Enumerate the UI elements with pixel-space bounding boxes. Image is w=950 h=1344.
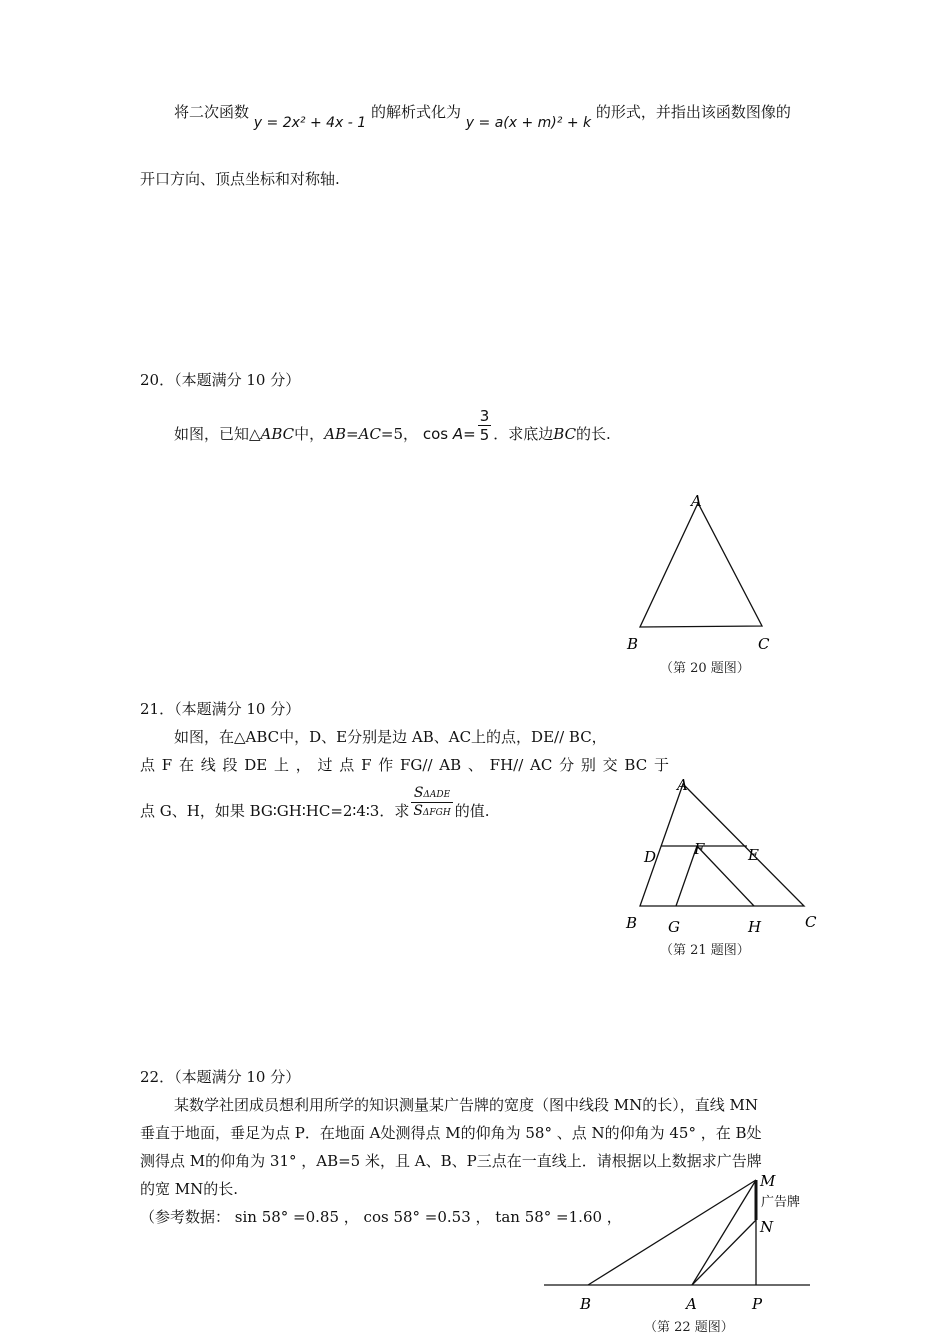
q22-reference: （参考数据： sin 58° =0.85 ， cos 58° =0.53 ， tan 58° =1.60 ，	[140, 1208, 622, 1226]
q19-text-1: 将二次函数	[174, 103, 250, 121]
q21-frac-num	[411, 785, 452, 803]
q21-label-g: G	[668, 918, 680, 936]
q20-bc: BC	[553, 424, 577, 443]
q19-formula-2: y = a(x + m)² + k	[465, 115, 592, 131]
q21-label-b: B	[626, 914, 638, 932]
q20-frac-den: 5	[479, 426, 490, 444]
q21-label-f: F	[694, 840, 705, 858]
q22-label-p: P	[752, 1295, 763, 1313]
q19-text-3: 的形式，并指出该函数图像的	[595, 103, 791, 121]
q21-fraction	[411, 785, 452, 820]
q20-text-a: 如图，已知△	[174, 424, 261, 443]
q22-line-am	[692, 1180, 756, 1285]
q21-line1: 如图，在△ABC中，D、E分别是边 AB、AC上的点，DE// BC，	[174, 728, 607, 746]
q22-label-a: A	[686, 1295, 697, 1313]
q22-label-b: B	[580, 1295, 592, 1313]
q21-label-a: A	[677, 776, 688, 794]
q21-line3	[140, 785, 490, 820]
q19-formula-1: y = 2x² + 4x - 1	[253, 115, 367, 131]
q20-text-b: 中，	[294, 424, 325, 443]
q20-abc: ABC	[260, 424, 295, 443]
q21-frac-den-sub: ΔFGH	[422, 807, 451, 818]
q21-frac-den	[411, 803, 452, 820]
q22-line4: 的宽 MN的长.	[140, 1180, 239, 1198]
q22-figure	[540, 1170, 820, 1320]
q20-problem-text	[174, 407, 611, 444]
q21-frac-den-s: S	[413, 802, 423, 819]
q20-figure	[600, 485, 800, 660]
q20-cos: cos	[422, 424, 449, 443]
q21-header: 21．（本题满分 10 分）	[140, 700, 301, 718]
q22-header: 22．（本题满分 10 分）	[140, 1068, 301, 1086]
q20-text-d: ．求底边	[493, 424, 554, 443]
q22-caption: （第 22 题图）	[644, 1320, 734, 1335]
q20-triangle	[640, 503, 762, 627]
q21-label-h: H	[748, 918, 762, 936]
q22-line-bm	[588, 1180, 756, 1285]
q22-label-m: M	[760, 1172, 776, 1190]
q22-line1: 某数学社团成员想利用所学的知识测量某广告牌的宽度（图中线段 MN的长），直线 MN	[174, 1096, 759, 1114]
q19-text-2: 的解析式化为	[370, 103, 461, 121]
q20-equals: =	[463, 424, 476, 443]
q21-line-fh	[697, 846, 754, 906]
q20-text-c: =5，	[380, 424, 419, 443]
q20-frac-num: 3	[479, 407, 490, 425]
q21-text-b: 的值.	[454, 802, 490, 821]
q21-caption: （第 21 题图）	[660, 943, 750, 958]
q20-cos-var: A	[452, 424, 464, 443]
q19-line1	[174, 103, 791, 131]
q21-frac-num-sub: ΔADE	[423, 790, 451, 800]
q22-label-n: N	[760, 1218, 774, 1236]
q22-line3: 测得点 M的仰角为 31° ，AB=5 米，且 A、B、P三点在一直线上．请根据以上数据求广告牌	[140, 1152, 762, 1170]
q20-label-b: B	[627, 635, 639, 653]
q22-line-an	[692, 1220, 756, 1285]
q20-text-e: 的长.	[576, 424, 611, 443]
q20-abac: AB=AC	[324, 424, 381, 443]
q21-label-d: D	[644, 848, 657, 866]
q20-fraction	[478, 407, 492, 444]
q21-label-c: C	[805, 913, 817, 931]
q21-frac-num-s: S	[413, 785, 424, 801]
q19-line2: 开口方向、顶点坐标和对称轴.	[140, 170, 340, 188]
q21-label-e: E	[748, 846, 759, 864]
q22-billboard-label: 广告牌	[761, 1195, 801, 1210]
q21-text-a: 点 G、H，如果 BG∶GH∶HC=2∶4∶3．求	[140, 802, 410, 821]
q20-header: 20．（本题满分 10 分）	[140, 371, 301, 389]
q21-figure	[610, 770, 830, 940]
q20-label-a: A	[691, 492, 702, 510]
q20-caption: （第 20 题图）	[660, 661, 750, 676]
q20-label-c: C	[758, 635, 770, 653]
q21-triangle-abc	[640, 784, 804, 906]
q21-line2: 点 F 在 线 段 DE 上 ， 过 点 F 作 FG// AB 、 FH// AC 分 别 交 BC 于	[140, 756, 669, 774]
q22-line2: 垂直于地面，垂足为点 P．在地面 A处测得点 M的仰角为 58° 、点 N的仰角为 45° ，在 B处	[140, 1124, 762, 1142]
